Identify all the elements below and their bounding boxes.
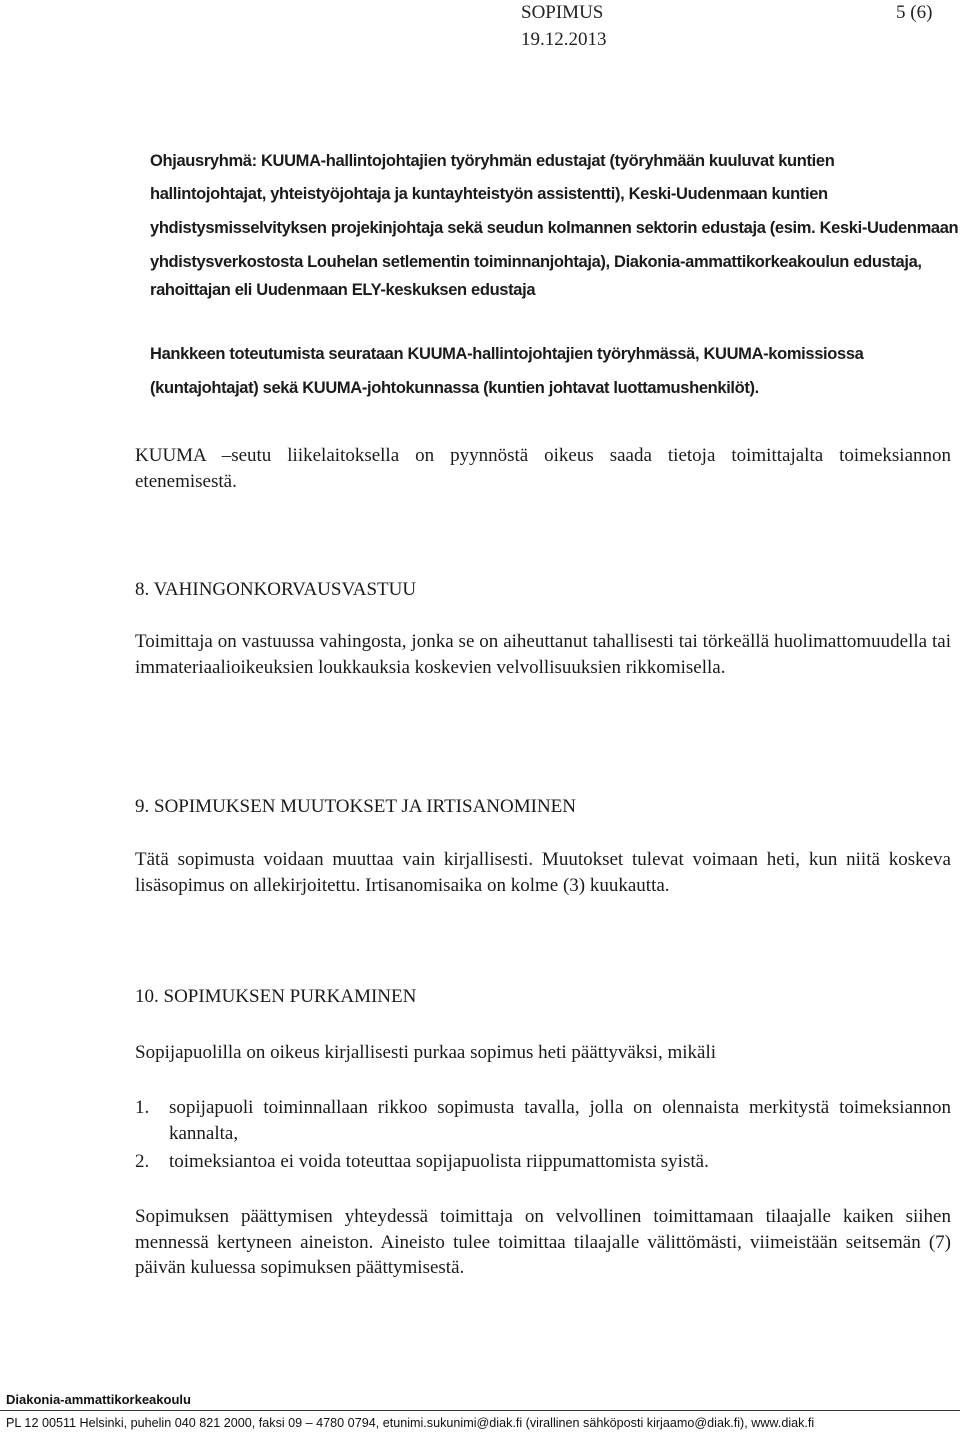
section-8-heading: 8. VAHINGONKORVAUSVASTUU <box>135 579 417 600</box>
list-item: toimeksiantoa ei voida toteuttaa sopijapuolista riippumattomista syistä. <box>169 1151 709 1172</box>
section-10-closing: Sopimuksen päättymisen yhteydessä toimittaja on velvollinen toimittamaan tilaajalle kaiken siihen mennessä kertyneen aineiston. Aineisto tulee toimittaa tilaajalle välittömästi, viimeistään seitsemän (7) päivän kuluessa sopimuksen päättymisestä. <box>135 1206 951 1278</box>
section-10-heading: 10. SOPIMUKSEN PURKAMINEN <box>135 986 417 1007</box>
section-9-heading: 9. SOPIMUKSEN MUUTOKSET JA IRTISANOMINEN <box>135 796 576 817</box>
list-item-number: 2. <box>135 1151 150 1172</box>
document-date: 19.12.2013 <box>521 29 607 50</box>
scanned-line: hallintojohtajat, yhteistyöjohtaja ja kuntayhteistyön assistentti), Keski-Uudenmaan kuntien <box>150 185 828 203</box>
footer-address: PL 12 00511 Helsinki, puhelin 040 821 2000, faksi 09 – 4780 0794, etunimi.sukunimi@diak.fi (virallinen sähköposti kirjaamo@diak.fi), www.diak.fi <box>6 1416 815 1430</box>
scanned-line: (kuntajohtajat) sekä KUUMA-johtokunnassa (kuntien johtavat luottamushenkilöt). <box>150 379 759 397</box>
intro-paragraph: KUUMA –seutu liikelaitoksella on pyynnöstä oikeus saada tietoja toimittajalta toimeksiannon etenemisestä. <box>135 445 951 492</box>
page-number: 5 (6) <box>896 2 933 23</box>
list-item: sopijapuoli toiminnallaan rikkoo sopimusta tavalla, jolla on olennaista merkitystä toimeksiannon kannalta, <box>169 1097 951 1144</box>
document-title: SOPIMUS <box>521 2 604 23</box>
scanned-line: rahoittajan eli Uudenmaan ELY-keskuksen edustaja <box>150 281 536 299</box>
section-10-intro: Sopijapuolilla on oikeus kirjallisesti purkaa sopimus heti päättyväksi, mikäli <box>135 1042 717 1063</box>
scanned-line: Hankkeen toteutumista seurataan KUUMA-hallintojohtajien työryhmässä, KUUMA-komissiossa <box>150 345 864 363</box>
list-item-number: 1. <box>135 1097 150 1118</box>
footer-organization: Diakonia-ammattikorkeakoulu <box>6 1392 191 1407</box>
scanned-line: yhdistysmisselvityksen projekinjohtaja sekä seudun kolmannen sektorin edustaja (esim. Keski-Uudenmaan <box>150 219 959 237</box>
footer-divider <box>0 1410 960 1411</box>
section-9-body: Tätä sopimusta voidaan muuttaa vain kirjallisesti. Muutokset tulevat voimaan heti, kun niitä koskeva lisäsopimus on allekirjoitettu. Irtisanomisaika on kolme (3) kuukautta. <box>135 849 951 896</box>
scanned-line: Ohjausryhmä: KUUMA-hallintojohtajien työryhmän edustajat (työryhmään kuuluvat kuntien <box>150 152 835 170</box>
scanned-line: yhdistysverkostosta Louhelan setlementin toiminnanjohtaja), Diakonia-ammattikorkeakoulun edustaja, <box>150 253 922 271</box>
section-8-body: Toimittaja on vastuussa vahingosta, jonka se on aiheuttanut tahallisesti tai törkeällä huolimattomuudella tai immateriaalioikeuksien loukkauksia koskevien velvollisuuksien rikkomisella. <box>135 631 951 678</box>
